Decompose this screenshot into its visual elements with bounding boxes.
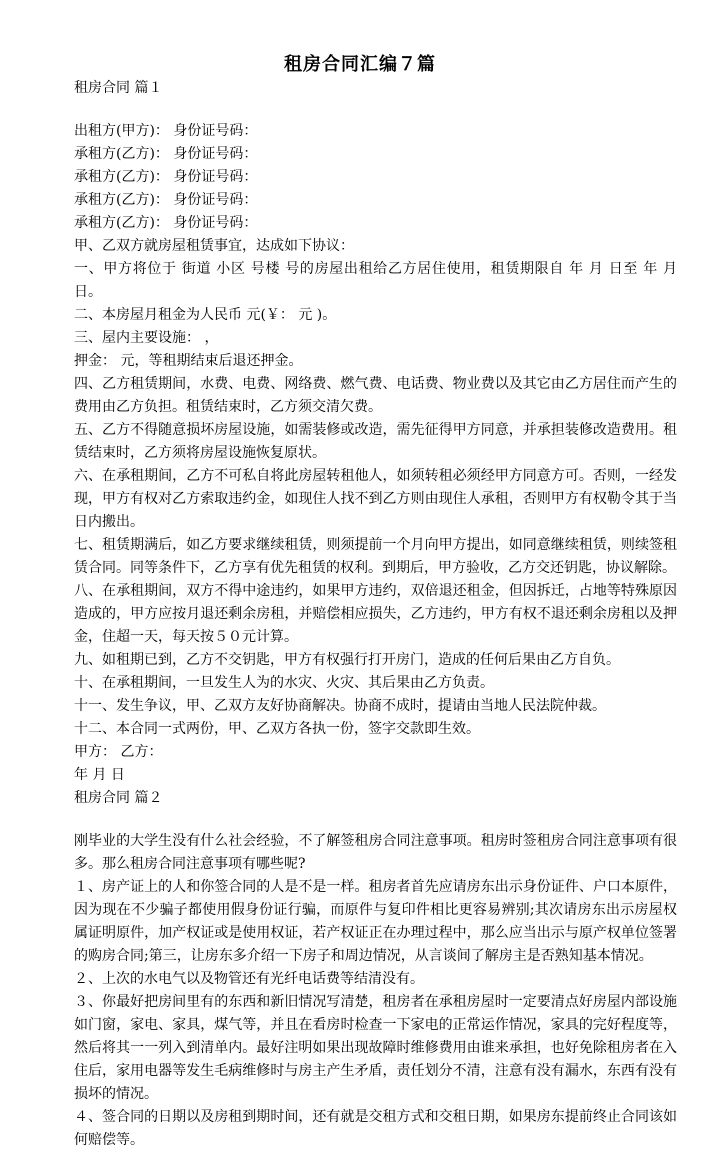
clause-paragraph: 二、本房屋月租金为人民币 元(￥： 元 )。 xyxy=(74,307,337,323)
article-paragraph: ３、你最好把房间里有的东西和新旧情况写清楚，租房者在承租房屋时一定要清点好房屋内部设施如门窗，家电、家具，煤气等，并且在看房时检查一下家电的正常运作情况，家具的完好程度等，然后将其一一列入到清单内。最好注明如果出现故障时维修费用由谁来承担，也好免除租房者在入住后，家用电器等发生毛病维修时与房主产生矛盾，责任划分不清，注意有没有漏水，东西有没有损坏的情况。 xyxy=(74,994,677,1102)
clause-paragraph: 五、乙方不得随意损坏房屋设施，如需装修或改造，需先征得甲方同意，并承担装修改造费用。租赁结束时，乙方须将房屋设施恢复原状。 xyxy=(74,422,677,461)
section-heading: 租房合同 篇１ xyxy=(74,80,163,96)
signature-line: 甲方： 乙方： xyxy=(74,744,163,760)
clause-paragraph: 十、在承租期间，一旦发生人为的水灾、火灾、其后果由乙方负责。 xyxy=(74,675,494,691)
article-paragraph: ４、签合同的日期以及房租到期时间，还有就是交租方式和交租日期，如果房东提前终止合同该如何赔偿等。 xyxy=(74,1109,677,1148)
clause-paragraph: 三、屋内主要设施： ， xyxy=(74,330,219,346)
clause-paragraph: 九、如租期已到，乙方不交钥匙，甲方有权强行打开房门，造成的任何后果由乙方自负。 xyxy=(74,652,620,668)
article-paragraph: １、房产证上的人和你签合同的人是不是一样。租房者首先应请房东出示身份证件、户口本原件，因为现在不少骗子都使用假身份证行骗，而原件与复印件相比更容易辨别;其次请房东出示房屋权属证明原件，加产权证或是使用权证，若产权证正在办理过程中，那么应当出示与原产权单位签署的购房合同;第三，让房东多介绍一下房子和周边情况，从言谈间了解房主是否熟知基本情况。 xyxy=(74,879,677,964)
party-line: 承租方(乙方)： 身份证号码： xyxy=(74,146,258,162)
clause-paragraph: 甲、乙双方就房屋租赁事宜，达成如下协议： xyxy=(74,238,354,254)
page-title: 租房合同汇编７篇 xyxy=(284,54,436,75)
spacer xyxy=(74,810,677,830)
clause-paragraph: 十二、本合同一式两份，甲、乙双方各执一份，签字交款即生效。 xyxy=(74,721,480,737)
party-line: 出租方(甲方)： 身份证号码： xyxy=(74,123,258,139)
section-heading: 租房合同 篇２ xyxy=(74,790,163,806)
party-line: 承租方(乙方)： 身份证号码： xyxy=(74,215,258,231)
clause-paragraph: 八、在承租期间，双方不得中途违约，如果甲方违约，双倍退还租金，但因拆迁，占地等特殊原因造成的，甲方应按月退还剩余房租，并赔偿相应损失，乙方违约，甲方有权不退还剩余房租以及押金，住超一天，每天按５０元计算。 xyxy=(74,583,677,645)
clause-paragraph: 六、在承租期间，乙方不可私自将此房屋转租他人，如须转租必须经甲方同意方可。否则，一经发现，甲方有权对乙方索取违约金，如现住人找不到乙方则由现住人承租，否则甲方有权勒令其于当日内搬出。 xyxy=(74,468,677,530)
document-body xyxy=(74,77,677,1152)
clause-paragraph: 七、租赁期满后，如乙方要求继续租赁，则须提前一个月向甲方提出，如同意继续租赁，则续签租赁合同。同等条件下，乙方享有优先租赁的权利。到期后，甲方验收，乙方交还钥匙，协议解除。 xyxy=(74,537,677,576)
clause-paragraph: 十一、发生争议，甲、乙双方友好协商解决。协商不成时，提请由当地人民法院仲裁。 xyxy=(74,698,606,714)
date-line: 年 月 日 xyxy=(74,767,125,783)
article-paragraph: ２、上次的水电气以及物管还有光纤电话费等结清没有。 xyxy=(74,971,424,987)
clause-paragraph: 四、乙方租赁期间，水费、电费、网络费、燃气费、电话费、物业费以及其它由乙方居住而产生的费用由乙方负担。租赁结束时，乙方须交清欠费。 xyxy=(74,376,677,415)
party-line: 承租方(乙方)： 身份证号码： xyxy=(74,192,258,208)
spacer xyxy=(74,100,677,120)
article-paragraph: 刚毕业的大学生没有什么社会经验，不了解签租房合同注意事项。租房时签租房合同注意事项有很多。那么租房合同注意事项有哪些呢? xyxy=(74,833,677,872)
clause-paragraph: 一、甲方将位于 街道 小区 号楼 号的房屋出租给乙方居住使用，租赁期限自 年 月 日至 年 月 日。 xyxy=(74,261,677,300)
party-line: 承租方(乙方)： 身份证号码： xyxy=(74,169,258,185)
clause-paragraph: 押金： 元，等租期结束后退还押金。 xyxy=(74,353,303,369)
